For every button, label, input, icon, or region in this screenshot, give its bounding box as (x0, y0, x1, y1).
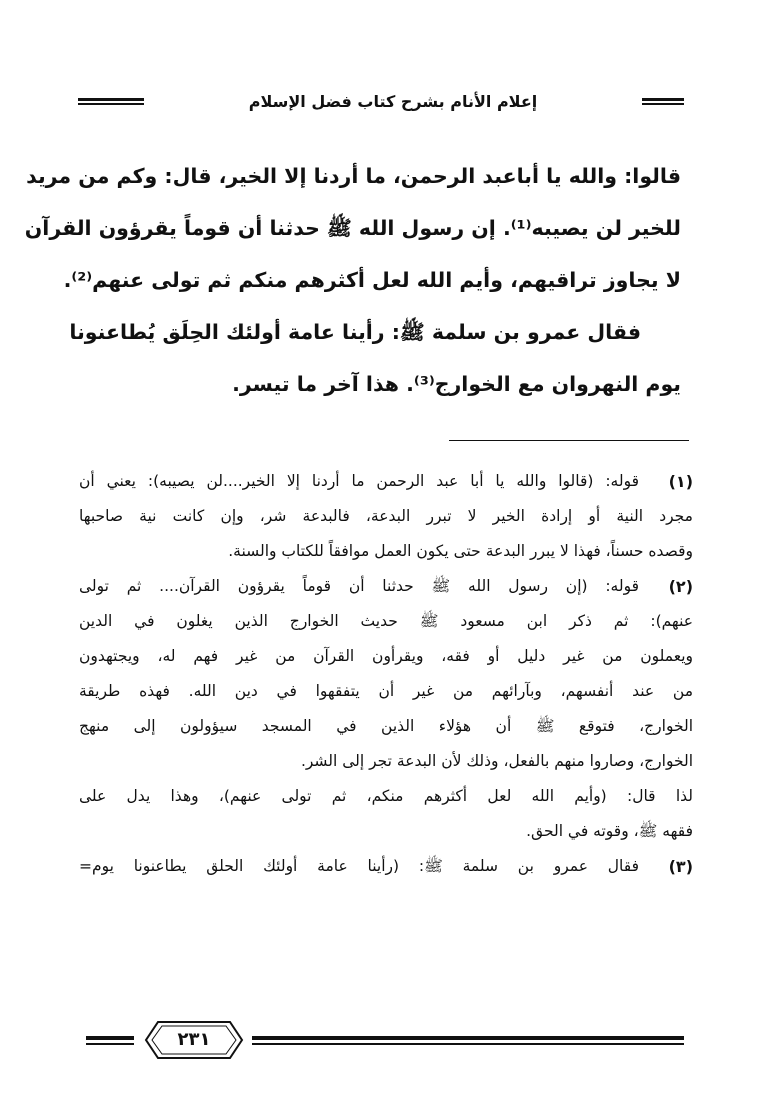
footnote-3 (79, 849, 693, 884)
footnote-number: (١) (668, 472, 693, 491)
footnote-separator (449, 440, 689, 441)
footnote-line: من عند أنفسهم، وبآرائهم من غير أن يتفقهوا في دين الله. فهذه طريقة (79, 682, 693, 700)
footnote-line: الخوارج، وصاروا منهم بالفعل، وذلك لأن البدعة تجر إلى الشر. (300, 752, 693, 770)
footnote-line: قوله: (إن رسول الله ﷺ حدثنا أن قوماً يقرؤون القرآن.... ثم تولى (79, 577, 639, 595)
footnote-line: فقهه ﷺ، وقوته في الحق. (526, 822, 693, 840)
footnotes (79, 464, 693, 884)
main-line: لا يجاوز تراقيهم، وأيم الله لعل أكثرهم منكم ثم تولى عنهم⁽²⁾. (63, 268, 681, 292)
footnote-2 (79, 569, 693, 849)
header-rule-left (78, 98, 144, 105)
page-number: ٢٣١ (177, 1029, 211, 1050)
footnote-line: الخوارج، فتوقع ﷺ أن هؤلاء الذين في المسجد سيؤولون إلى منهج (79, 717, 693, 735)
running-header (78, 88, 684, 118)
footer-rule-left (86, 1036, 134, 1045)
footnote-number: (٣) (668, 857, 693, 876)
page-number-badge (144, 1020, 244, 1060)
footnote-line: فقال عمرو بن سلمة ﷺ: (رأينا عامة أولئك الحلق يطاعنونا يوم= (79, 857, 639, 875)
footer-rule-right (252, 1036, 684, 1045)
main-line: قالوا: والله يا أباعبد الرحمن، ما أردنا إلا الخير، قال: وكم من مريد (26, 164, 681, 188)
header-rule-right (642, 98, 684, 105)
footnote-number: (٢) (668, 577, 693, 596)
header-title: إعلام الأنام بشرح كتاب فضل الإسلام (248, 92, 538, 111)
footnote-line: لذا قال: (وأيم الله لعل أكثرهم منكم، ثم تولى عنهم)، وهذا يدل على (79, 787, 693, 805)
footnote-line: قوله: (قالوا والله يا أبا عبد الرحمن ما أردنا إلا الخير....لن يصيبه): يعني أن (79, 472, 639, 490)
footnote-line: عنهم): ثم ذكر ابن مسعود ﷺ حديث الخوارج الذين يغلون في الدين (79, 612, 693, 630)
footnote-line: وقصده حسناً، فهذا لا يبرر البدعة حتى يكون العمل موافقاً للكتاب والسنة. (228, 542, 693, 560)
main-line: يوم النهروان مع الخوارج⁽³⁾. هذا آخر ما تيسر. (232, 372, 681, 396)
footnote-line: مجرد النية أو إرادة الخير لا تبرر البدعة، فالبدعة شر، وإن كانت نية صاحبها (79, 507, 693, 525)
page-footer (86, 1020, 684, 1064)
main-text (24, 150, 681, 410)
main-line: للخير لن يصيبه⁽¹⁾. إن رسول الله ﷺ حدثنا أن قوماً يقرؤون القرآن (24, 216, 681, 240)
main-line: فقال عمرو بن سلمة ﷺ: رأينا عامة أولئك الحِلَق يُطاعنونا (69, 320, 641, 344)
footnote-line: ويعملون من غير دليل أو فقه، ويقرأون القرآن من غير فهم له، ويجتهدون (79, 647, 693, 665)
footnote-1 (79, 464, 693, 569)
